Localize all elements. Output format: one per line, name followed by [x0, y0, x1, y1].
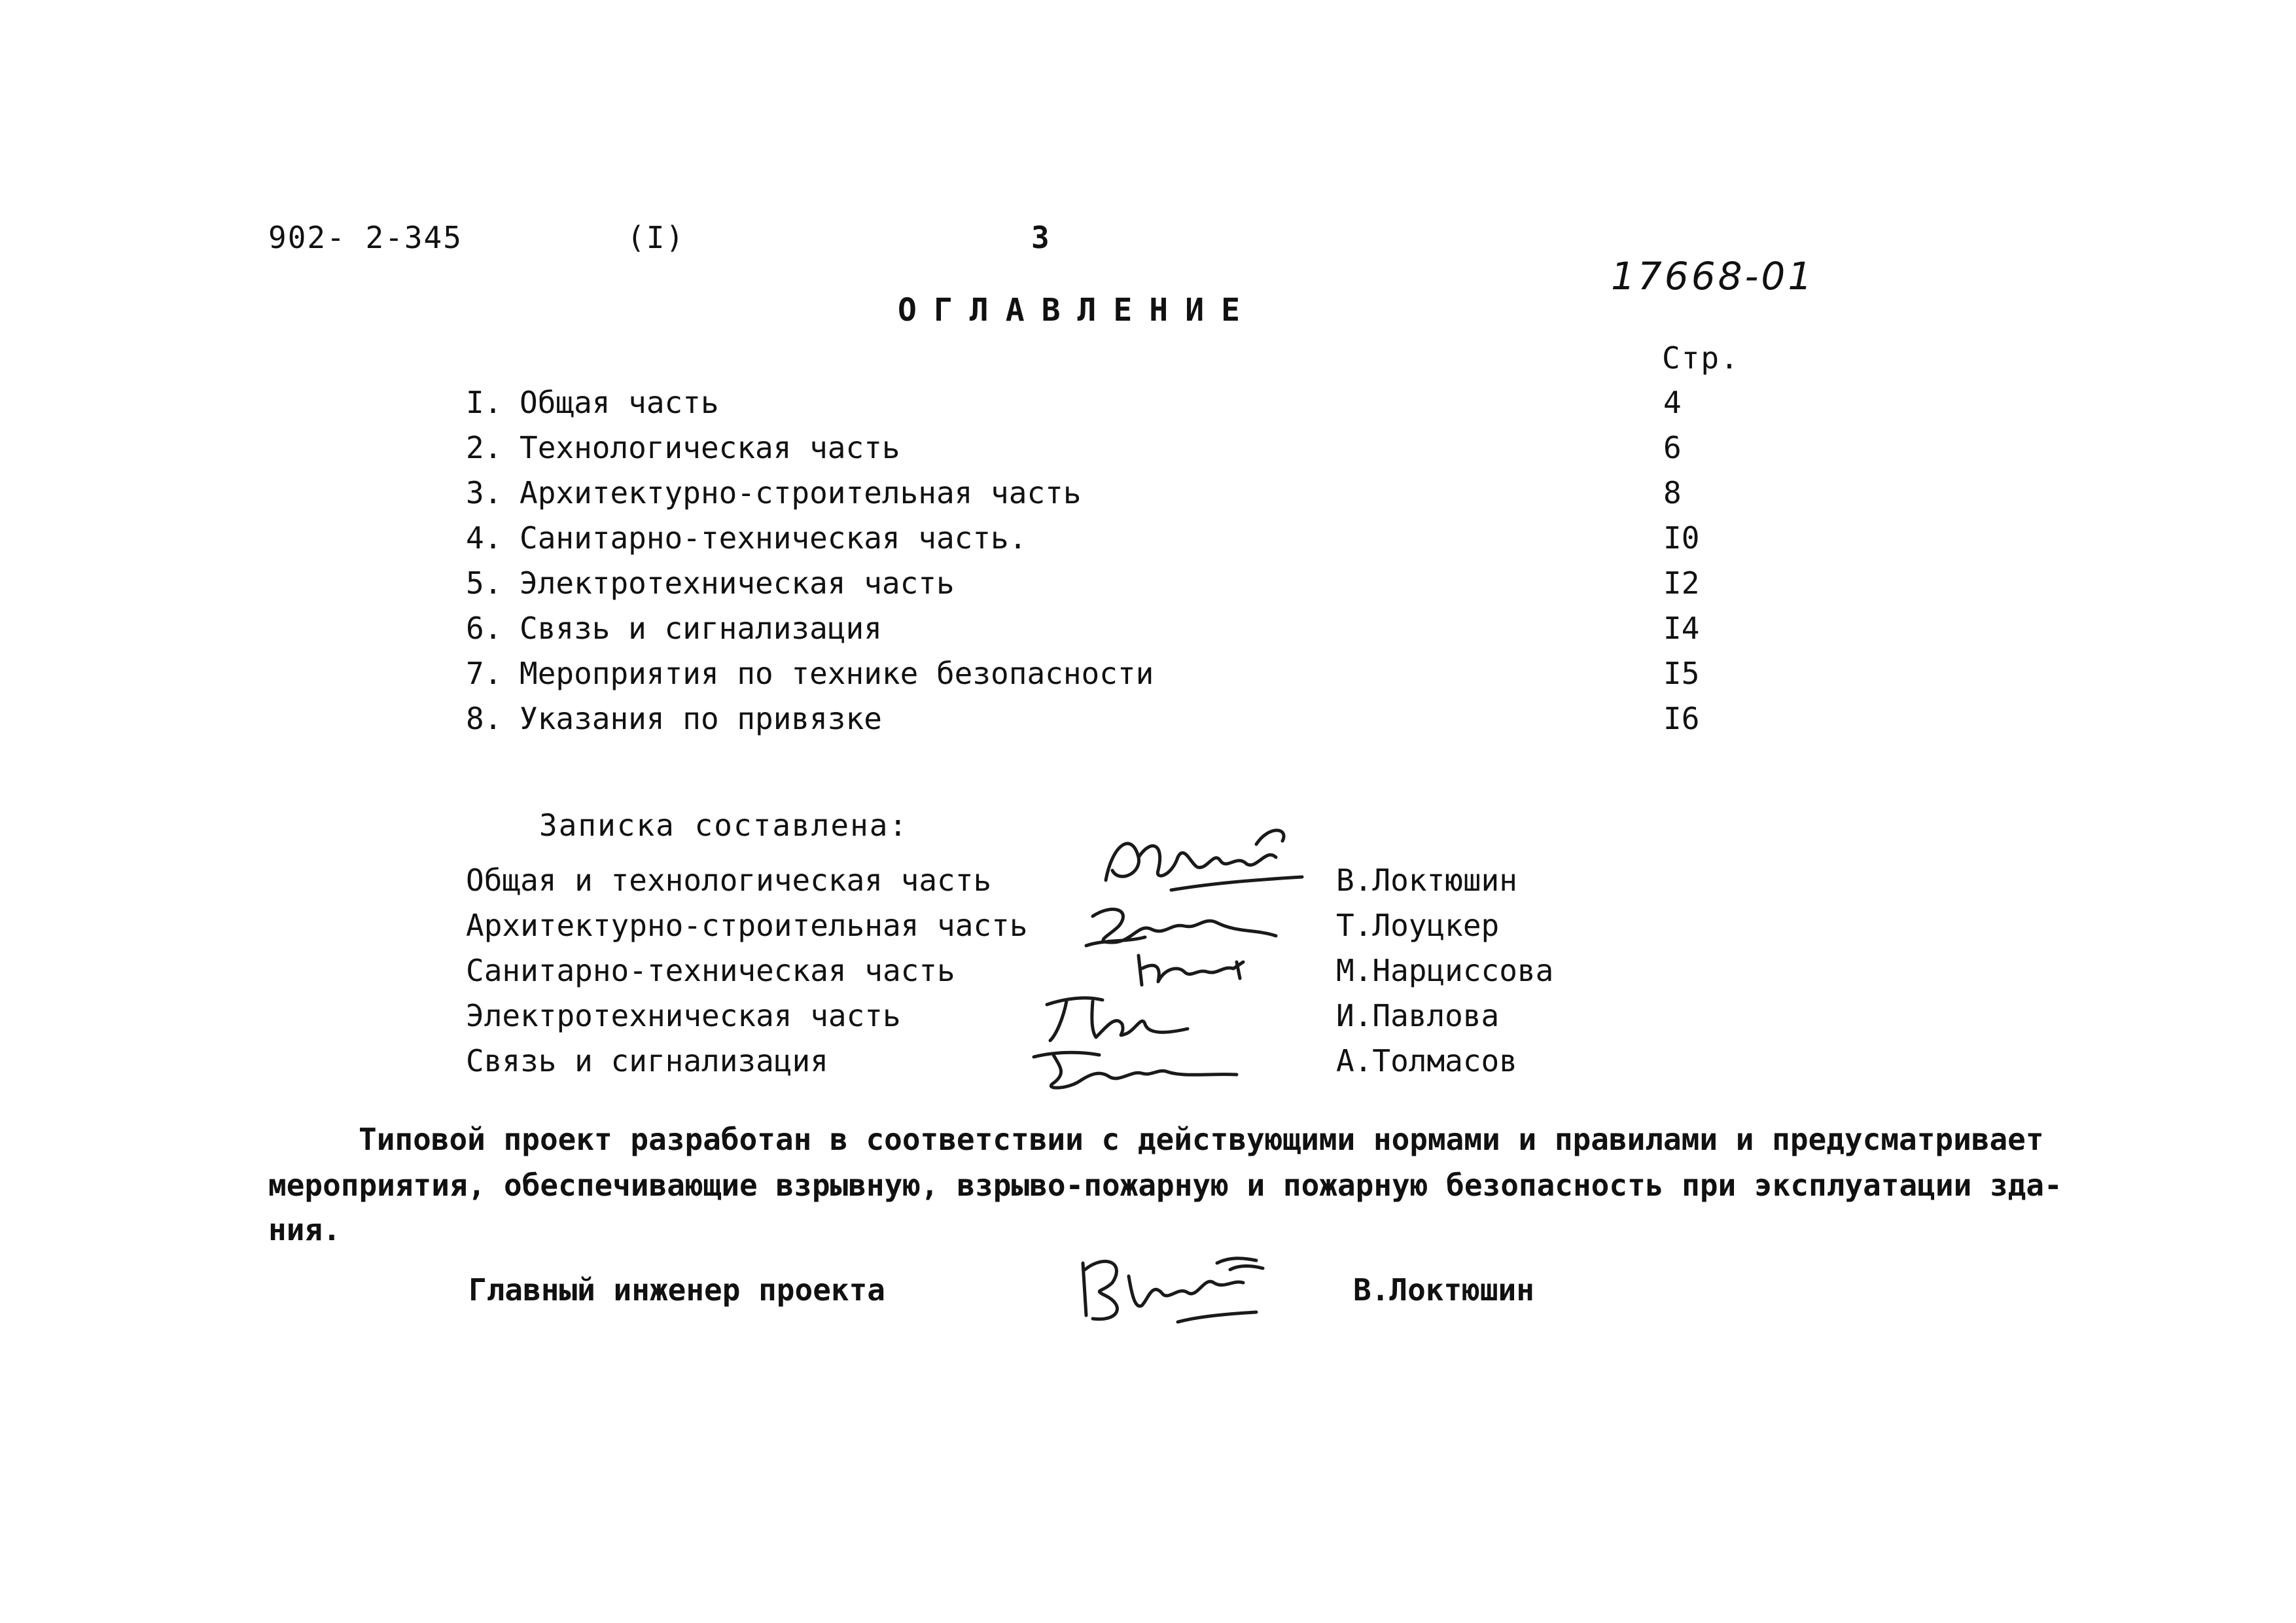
- author-name: Т.Лоуцкер: [1336, 908, 1500, 943]
- statement-line: Типовой проект разработан в соответствии с действующими нормами и правилами и предусматривает: [359, 1122, 2044, 1157]
- toc-title: ОГЛАВЛЕНИЕ: [898, 292, 1257, 329]
- toc-item-title: Связь и сигнализация: [520, 611, 882, 646]
- toc-item: [466, 656, 1775, 698]
- document-number: 17668-01: [1611, 254, 1815, 298]
- toc-item: [466, 611, 1775, 652]
- signature-tolmasov: [1027, 1041, 1243, 1099]
- toc-item-number: 7.: [466, 656, 503, 691]
- toc-item-title: Технологическая часть: [520, 430, 900, 465]
- author-section: Связь и сигнализация: [466, 1043, 828, 1079]
- toc-item-page: I0: [1663, 520, 1700, 556]
- toc-item-page: I2: [1663, 565, 1700, 601]
- toc-item-title: Указания по привязке: [520, 701, 882, 736]
- chief-engineer-role: Главный инженер проекта: [468, 1272, 885, 1308]
- toc-item-number: I.: [466, 385, 503, 420]
- author-name: А.Толмасов: [1336, 1043, 1517, 1079]
- author-section: Архитектурно-строительная часть: [466, 908, 1028, 943]
- signature-loktyushin: [1093, 818, 1315, 903]
- toc-item-page: I4: [1663, 611, 1700, 646]
- toc-item-page: I6: [1663, 701, 1700, 736]
- toc-item-page: 4: [1663, 385, 1682, 420]
- toc-item: [466, 385, 1775, 427]
- author-name: В.Локтюшин: [1336, 863, 1517, 898]
- album-number: (I): [627, 220, 686, 255]
- author-name: М.Нарциссова: [1336, 953, 1554, 988]
- signature-chief-engineer: [1067, 1243, 1282, 1335]
- page-number: 3: [1031, 220, 1051, 255]
- toc-item-page: 8: [1663, 475, 1682, 510]
- toc-item-title: Электротехническая часть: [520, 565, 955, 601]
- signature-pavlova: [1040, 988, 1204, 1047]
- author-section: Общая и технологическая часть: [466, 863, 992, 898]
- toc-item-number: 8.: [466, 701, 503, 736]
- author-section: Санитарно-техническая часть: [466, 953, 955, 988]
- chief-engineer-name: В.Локтюшин: [1353, 1272, 1534, 1308]
- statement-line: ния.: [268, 1212, 341, 1247]
- project-code: 902- 2-345: [268, 220, 463, 255]
- toc-item-title: Мероприятия по технике безопасности: [520, 656, 1154, 691]
- authors-heading: Записка составлена:: [539, 808, 909, 843]
- toc-item-number: 6.: [466, 611, 503, 646]
- author-name: И.Павлова: [1336, 998, 1500, 1033]
- toc-item: [466, 430, 1775, 472]
- toc-item-title: Санитарно-техническая часть.: [520, 520, 1027, 556]
- toc-item-title: Архитектурно-строительная часть: [520, 475, 1082, 510]
- author-section: Электротехническая часть: [466, 998, 901, 1033]
- toc-item-number: 2.: [466, 430, 503, 465]
- toc-item: [466, 520, 1775, 562]
- toc-item: [466, 701, 1775, 743]
- toc-item-page: 6: [1663, 430, 1682, 465]
- statement-line: мероприятия, обеспечивающие взрывную, взрыво-пожарную и пожарную безопасность при эксплуатации зда-: [268, 1168, 2062, 1203]
- page-column-label: Стр.: [1662, 340, 1740, 376]
- toc-item-number: 3.: [466, 475, 503, 510]
- toc-item: [466, 475, 1775, 517]
- toc-item-number: 5.: [466, 565, 503, 601]
- toc-item-number: 4.: [466, 520, 503, 556]
- toc-item-title: Общая часть: [520, 385, 719, 420]
- signature-nartsissova: [1125, 942, 1256, 995]
- toc-item: [466, 565, 1775, 607]
- toc-item-page: I5: [1663, 656, 1700, 691]
